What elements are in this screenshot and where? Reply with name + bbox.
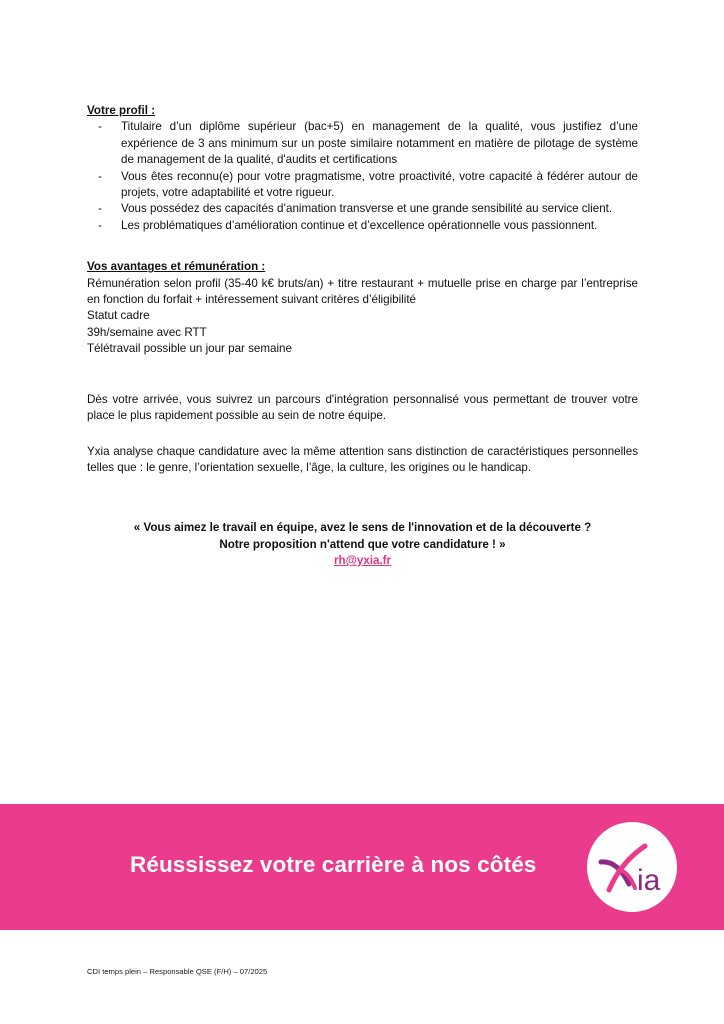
profile-item: - Vous possédez des capacités d’animation transverse et une grande sensibilité au service client. xyxy=(121,201,638,217)
profile-list xyxy=(87,119,638,234)
cta-email-wrapper xyxy=(87,553,638,569)
logo-wordmark: ia xyxy=(637,864,661,897)
yxia-logo xyxy=(587,822,677,912)
remote-work-text: Télétravail possible un jour par semaine xyxy=(87,342,292,356)
status-text: Statut cadre xyxy=(87,309,150,323)
onboarding-paragraph: Dès votre arrivée, vous suivrez un parcours d'intégration personnalisé vous permettant de trouver votre place le plus rapidement possible au sein de notre équipe. xyxy=(87,392,638,423)
benefits-heading: Vos avantages et rémunération : xyxy=(87,260,266,274)
cta-line-1: « Vous aimez le travail en équipe, avez le sens de l'innovation et de la découverte ? xyxy=(133,521,592,535)
yxia-logo-icon xyxy=(587,822,677,912)
contact-email-link[interactable]: rh@yxia.fr xyxy=(333,554,392,568)
profile-heading: Votre profil : xyxy=(87,104,156,117)
cta-line-2: Notre proposition n'attend que votre candidature ! » xyxy=(219,537,506,551)
career-banner xyxy=(0,804,724,930)
profile-item: - Titulaire d’un diplôme supérieur (bac+5) en management de la qualité, vous justifiez d’une expérience de 3 ans minimum sur un poste similaire notamment en matière de pilotage de système de management de la qualité, d'audits et certifications xyxy=(121,119,638,168)
document-footer: CDI temps plein – Responsable QSE (F/H) – 07/2025 xyxy=(87,967,268,976)
profile-item: - Vous êtes reconnu(e) pour votre pragmatisme, votre proactivité, votre capacité à fédérer autour de projets, votre adaptabilité et votre rigueur. xyxy=(121,169,638,202)
profile-item: - Les problématiques d’amélioration continue et d’excellence opérationnelle vous passionnent. xyxy=(121,218,638,234)
job-offer-body xyxy=(87,103,638,570)
hours-text: 39h/semaine avec RTT xyxy=(87,325,207,339)
banner-slogan: Réussissez votre carrière à nos côtés xyxy=(130,852,537,877)
diversity-paragraph: Yxia analyse chaque candidature avec la même attention sans distinction de caractéristiques personnelles telles que : le genre, l’orientation sexuelle, l’âge, la culture, les origines ou le handicap. xyxy=(87,444,638,474)
remuneration-text: Rémunération selon profil (35-40 k€ bruts/an) + titre restaurant + mutuelle prise en charge par l’entreprise en fonction du forfait + intéressement suivant critères d’éligibilité xyxy=(87,276,638,307)
